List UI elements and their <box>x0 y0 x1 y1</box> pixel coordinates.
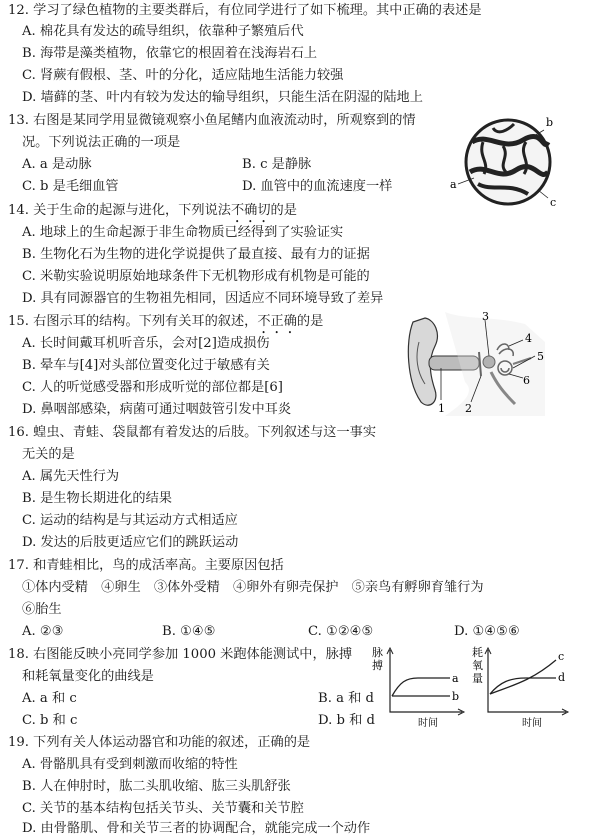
q19-option-c: C. 关节的基本结构包括关节头、关节囊和关节腔 <box>22 801 304 816</box>
pulse-chart-ylabel-2: 搏 <box>372 659 383 672</box>
curve-a <box>392 678 450 696</box>
q12-option-c: C. 肾蕨有假根、茎、叶的分化，适应陆地生活能力较强 <box>22 68 344 83</box>
curve-b-label: b <box>452 690 460 703</box>
fish-fin-blood-flow-figure <box>448 112 568 212</box>
q13-option-b: B. c 是静脉 <box>242 157 312 172</box>
oxygen-chart-ylabel-3: 量 <box>472 672 483 685</box>
pulse-chart-xlabel: 时间 <box>418 718 438 729</box>
q14-stem-pre: 14. 关于生命的起源与进化，下列说法 <box>8 203 231 218</box>
q16-stem-line1: 16. 蝗虫、青蛙、袋鼠都有着发达的后肢。下列叙述与这一事实 <box>8 425 377 440</box>
q15-stem-post: 的是 <box>296 314 324 329</box>
fig15-label-5: 5 <box>537 350 544 363</box>
curve-a-label: a <box>452 672 459 685</box>
q16-option-a: A. 属先天性行为 <box>22 469 120 484</box>
curve-d-label: d <box>558 671 566 684</box>
fig15-label-4: 4 <box>525 332 532 345</box>
q15-stem-emphasis: 不正确 <box>257 314 297 329</box>
q17-items-line1: ①体内受精 ④卵生 ③体外受精 ④卵外有卵壳保护 ⑤亲鸟有孵卵育雏行为 <box>22 580 484 595</box>
oxygen-chart-xlabel: 时间 <box>522 718 542 729</box>
q15-stem-pre: 15. 右图示耳的结构。下列有关耳的叙述， <box>8 314 258 329</box>
q17-option-d: D. ①④⑤⑥ <box>454 624 520 639</box>
curve-d <box>490 678 556 694</box>
q19-option-a: A. 骨骼肌具有受到刺激而收缩的特性 <box>22 757 238 772</box>
q13-stem-line2: 况。下列说法正确的一项是 <box>22 135 181 150</box>
q14-option-c: C. 米勒实验说明原始地球条件下无机物形成有机物是可能的 <box>22 269 370 284</box>
q12-stem: 12. 学习了绿色植物的主要类群后，有位同学进行了如下梳理。其中正确的表述是 <box>8 3 482 18</box>
q12-option-b: B. 海带是藻类植物，依靠它的根固着在浅海岩石上 <box>22 46 318 61</box>
pulse-chart-ylabel-1: 脉 <box>372 646 383 659</box>
q17-stem: 17. 和青蛙相比，鸟的成活率高。主要原因包括 <box>8 558 284 573</box>
q19-stem: 19. 下列有关人体运动器官和功能的叙述，正确的是 <box>8 735 311 750</box>
q13-stem-line1: 13. 右图是某同学用显微镜观察小鱼尾鳍内血液流动时，所观察到的情 <box>8 113 416 128</box>
q17-option-a: A. ②③ <box>22 624 64 639</box>
ear-structure-figure <box>405 312 555 416</box>
q15-option-b: B. 晕车与[4]对头部位置变化过于敏感有关 <box>22 358 270 373</box>
q14-option-a: A. 地球上的生命起源于非生命物质已经得到了实验证实 <box>22 225 344 240</box>
q18-stem-line1: 18. 右图能反映小亮同学参加 1000 米跑体能测试中，脉搏 <box>8 647 353 662</box>
q14-option-d: D. 具有同源器官的生物祖先相同，因适应不同环境导致了差异 <box>22 291 384 306</box>
pulse-chart <box>370 642 470 730</box>
fig13-label-b: b <box>546 116 554 129</box>
fig15-label-6: 6 <box>523 374 530 387</box>
q16-option-c: C. 运动的结构是与其运动方式相适应 <box>22 513 238 528</box>
q16-option-d: D. 发达的后肢更适应它们的跳跃运动 <box>22 535 239 550</box>
curve-c <box>490 660 556 694</box>
q18-option-b: B. a 和 d <box>318 691 374 706</box>
q18-option-d: D. b 和 d <box>318 713 375 728</box>
q18-option-c: C. b 和 c <box>22 713 78 728</box>
q12-option-d: D. 墙藓的茎、叶内有较为发达的输导组织，只能生活在阴湿的陆地上 <box>22 90 423 105</box>
q15-option-c: C. 人的听觉感受器和形成听觉的部位都是[6] <box>22 380 283 395</box>
q17-items-line2: ⑥胎生 <box>22 602 62 617</box>
q18-stem-line2: 和耗氧量变化的曲线是 <box>22 669 154 684</box>
oxygen-chart-ylabel-1: 耗 <box>472 646 483 659</box>
q17-option-b: B. ①④⑤ <box>162 624 216 639</box>
q14-stem-emphasis: 不确切 <box>230 203 271 218</box>
q12-option-a: A. 棉花具有发达的疏导组织，依靠种子繁殖后代 <box>22 24 304 39</box>
curve-c-label: c <box>558 650 565 663</box>
oxygen-chart-ylabel-2: 氧 <box>472 659 483 672</box>
q15-option-a: A. 长时间戴耳机听音乐，会对[2]造成损伤 <box>22 336 270 351</box>
fig15-label-3: 3 <box>482 312 489 323</box>
q14-option-b: B. 生物化石为生物的进化学说提供了最直接、最有力的证据 <box>22 247 370 262</box>
q13-option-c: C. b 是毛细血管 <box>22 179 119 194</box>
q13-option-d: D. 血管中的血流速度一样 <box>242 179 393 194</box>
oxygen-consumption-chart <box>470 642 580 730</box>
q17-option-c: C. ①②④⑤ <box>308 624 374 639</box>
q19-option-b: B. 人在伸肘时，肱二头肌收缩、肱三头肌舒张 <box>22 779 291 794</box>
q16-stem-line2: 无关的是 <box>22 447 75 462</box>
fig13-label-a: a <box>450 178 457 191</box>
fig15-label-1: 1 <box>438 402 445 415</box>
q14-stem-post: 的是 <box>270 203 297 218</box>
fig15-label-2: 2 <box>465 402 472 415</box>
q15-option-d: D. 鼻咽部感染，病菌可通过咽鼓管引发中耳炎 <box>22 402 292 417</box>
q16-option-b: B. 是生物长期进化的结果 <box>22 491 172 506</box>
q19-option-d: D. 由骨骼肌、骨和关节三者的协调配合，就能完成一个动作 <box>22 821 371 836</box>
fig13-label-c: c <box>550 196 557 209</box>
q18-option-a: A. a 和 c <box>22 691 77 706</box>
q13-option-a: A. a 是动脉 <box>22 157 92 172</box>
